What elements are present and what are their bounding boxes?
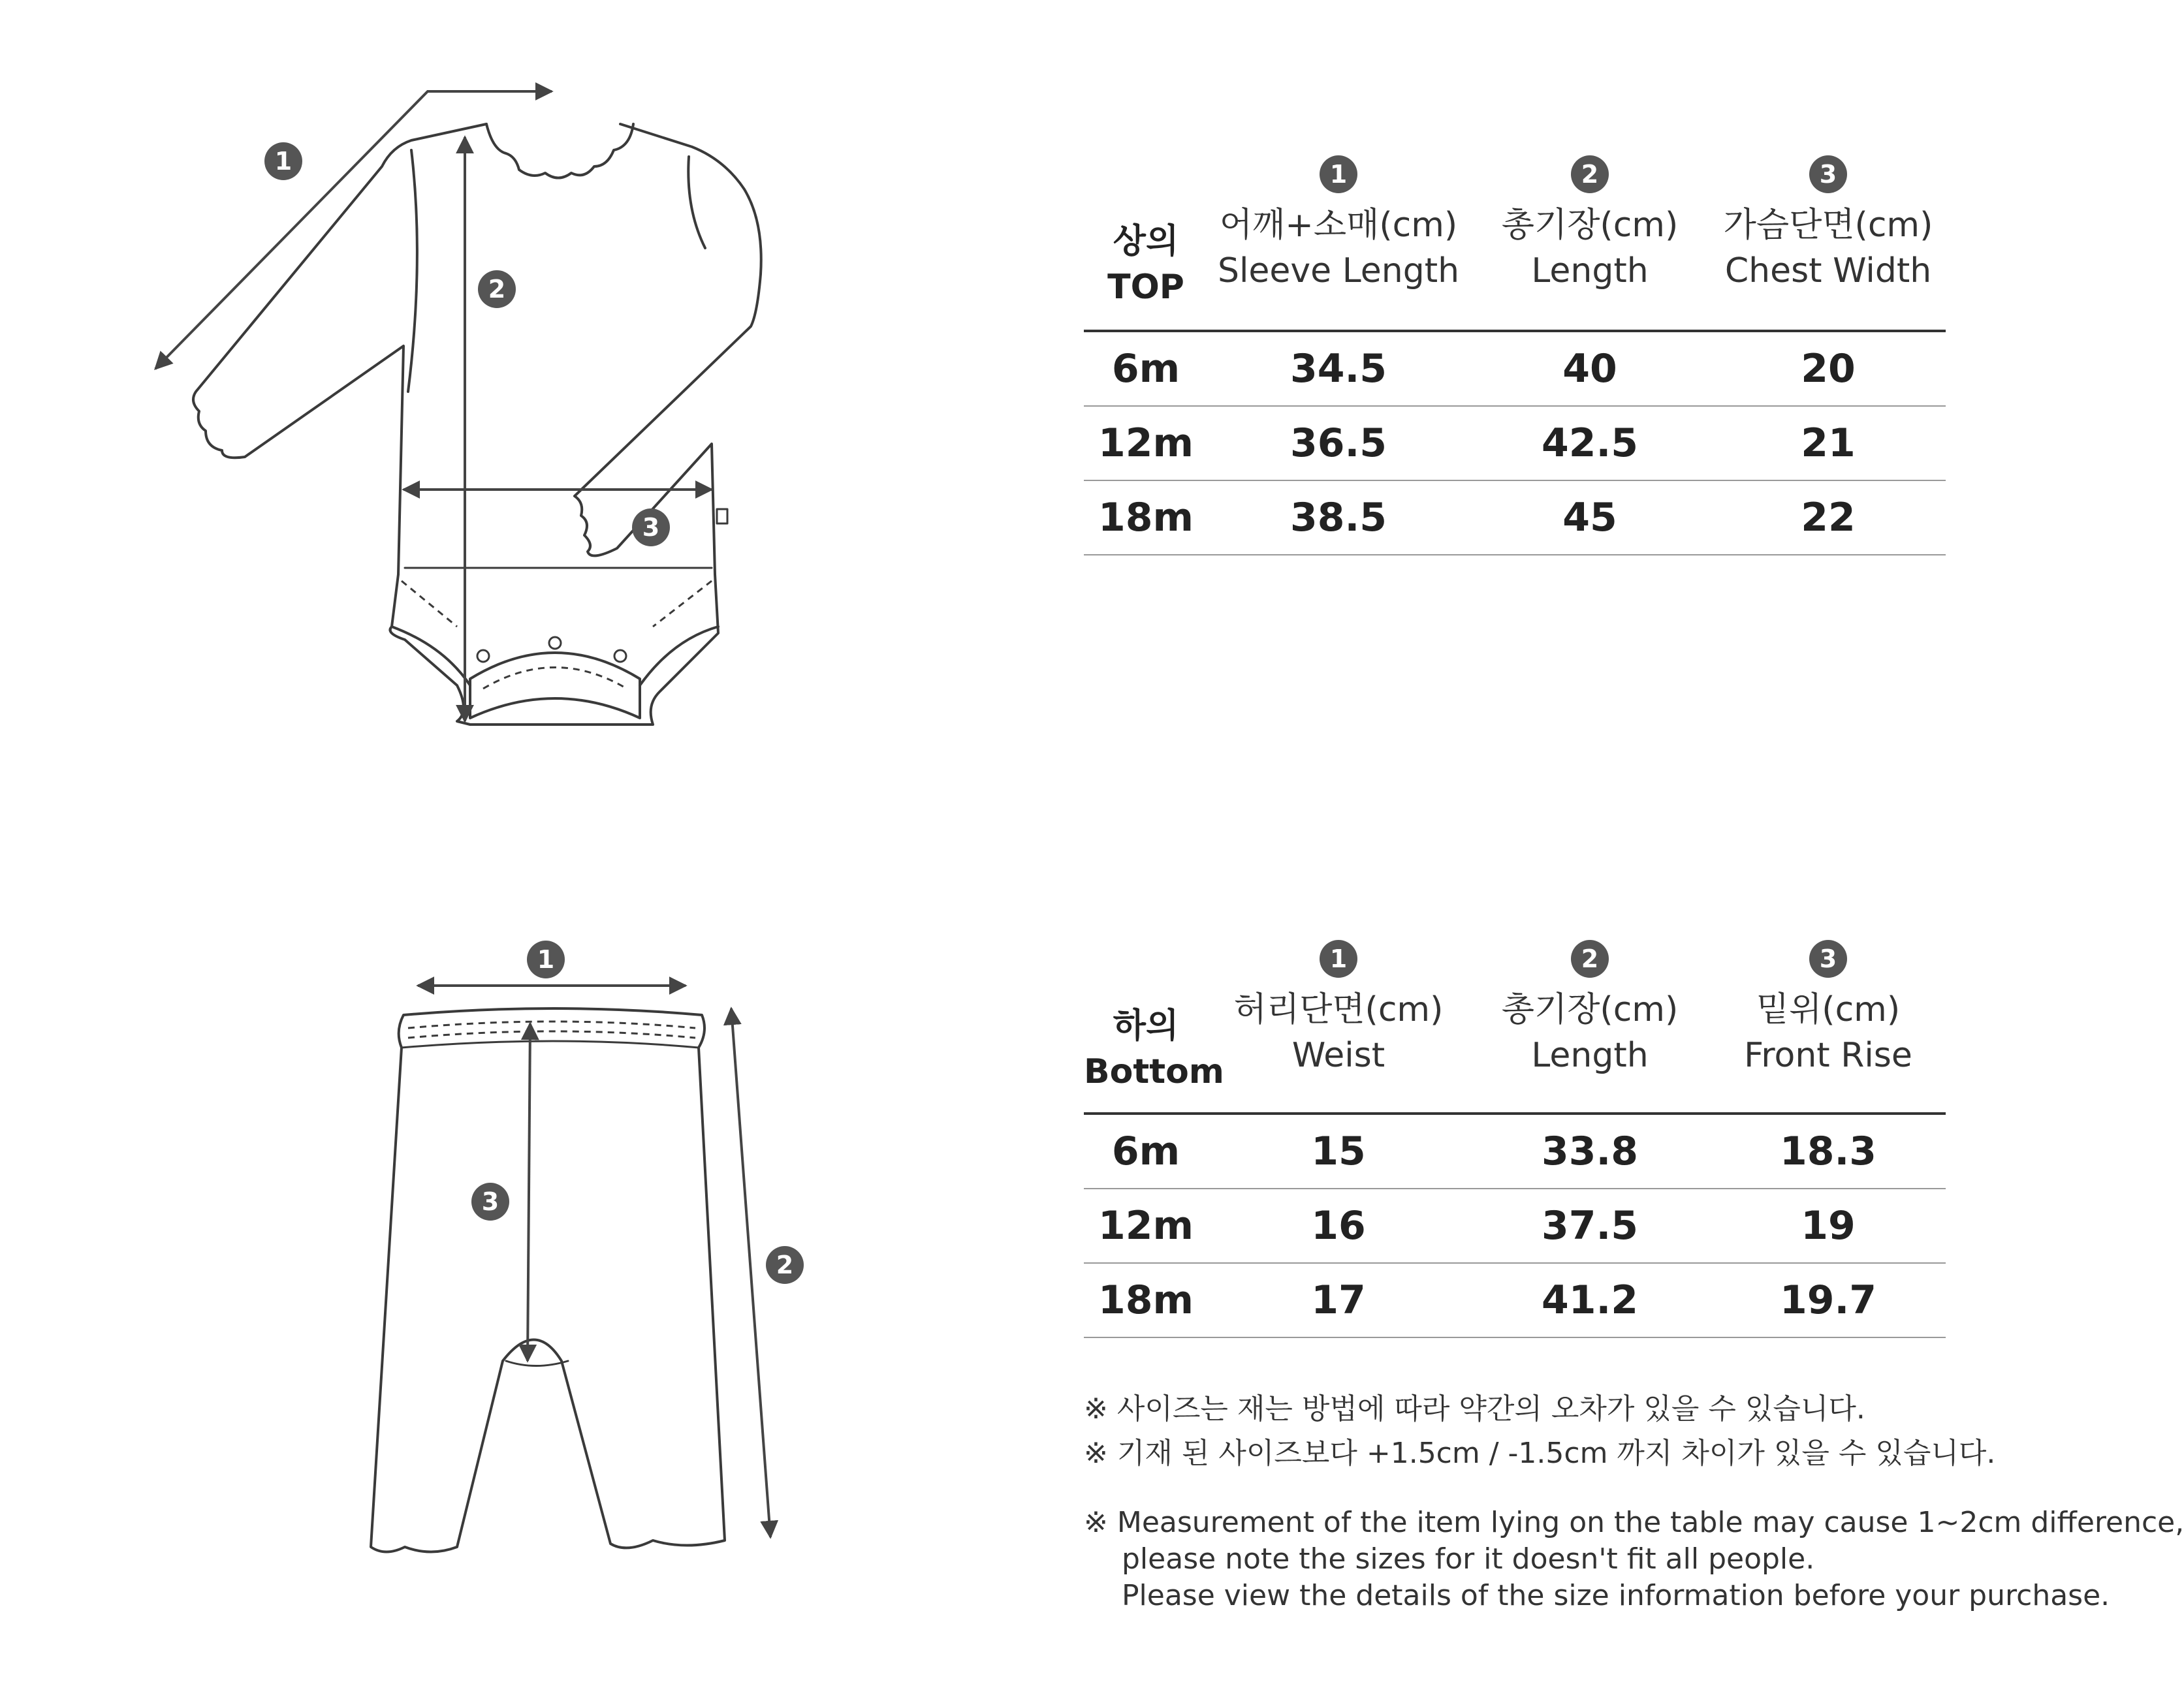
size-cell: 6m [1111, 1129, 1180, 1174]
value-cell: 34.5 [1290, 346, 1387, 392]
bottom-label-kr: 하의 [1113, 1007, 1179, 1046]
bottom-col-front-rise [1711, 940, 1946, 1078]
top-col-length [1469, 155, 1711, 294]
top-marker-1: 1 [264, 142, 302, 180]
top-label-en: TOP [1107, 268, 1184, 307]
bottom-table-header [1084, 922, 1946, 1117]
bottom-col-3-marker: 3 [1809, 940, 1847, 978]
bottom-col-1-marker: 1 [1320, 940, 1357, 978]
note-en-2: please note the sizes for it doesn't fit all people. [1122, 1542, 1815, 1576]
bottom-col-3-kr: 밑위(cm) [1756, 990, 1901, 1029]
bottom-col-length [1469, 940, 1711, 1078]
bottom-col-2-kr: 총기장(cm) [1501, 990, 1679, 1029]
value-cell: 40 [1562, 346, 1617, 392]
value-cell: 45 [1562, 495, 1617, 540]
value-cell: 33.8 [1541, 1129, 1639, 1174]
value-cell: 37.5 [1541, 1203, 1639, 1249]
value-cell: 16 [1311, 1203, 1366, 1249]
note-kr-1: ※ 사이즈는 재는 방법에 따라 약간의 오차가 있을 수 있습니다. [1084, 1392, 1865, 1426]
top-size-table [1084, 137, 1946, 540]
top-col-1-en: Sleeve Length [1217, 251, 1460, 290]
value-cell: 17 [1311, 1277, 1366, 1323]
value-cell: 22 [1801, 495, 1856, 540]
bottom-marker-3: 3 [471, 1183, 509, 1221]
table-row [1084, 332, 1946, 407]
bottom-col-2-marker: 2 [1571, 940, 1609, 978]
top-col-chest-width [1711, 155, 1946, 294]
top-marker-3: 3 [632, 508, 670, 546]
size-cell: 12m [1098, 1203, 1194, 1249]
bottom-col-3-en: Front Rise [1744, 1036, 1912, 1075]
top-label-kr: 상의 [1113, 222, 1179, 261]
value-cell: 19 [1801, 1203, 1856, 1249]
value-cell: 38.5 [1290, 495, 1387, 540]
table-row [1084, 1189, 1946, 1264]
note-en-1: ※ Measurement of the item lying on the table may cause 1~2cm difference, [1084, 1506, 2184, 1539]
bottom-col-waist [1208, 940, 1469, 1078]
top-table-header [1084, 137, 1946, 333]
note-en-3: Please view the details of the size information before your purchase. [1122, 1579, 2110, 1612]
table-row [1084, 1115, 1946, 1189]
value-cell: 42.5 [1541, 420, 1639, 466]
top-col-3-en: Chest Width [1724, 251, 1932, 290]
bottom-table-label [1084, 1003, 1224, 1095]
bottom-marker-1: 1 [527, 941, 565, 978]
size-cell: 18m [1098, 495, 1194, 540]
top-col-3-marker: 3 [1809, 155, 1847, 193]
size-notes [1084, 1387, 2184, 1614]
value-cell: 20 [1801, 346, 1856, 392]
note-kr-2: ※ 기재 된 사이즈보다 +1.5cm / -1.5cm 까지 차이가 있을 수 있습니다. [1084, 1437, 1996, 1470]
top-table-label [1084, 219, 1208, 310]
bottom-label-en: Bottom [1084, 1052, 1224, 1091]
top-marker-2: 2 [478, 270, 516, 308]
bottom-col-1-kr: 허리단면(cm) [1233, 990, 1444, 1029]
top-col-1-marker: 1 [1320, 155, 1357, 193]
bottom-col-2-en: Length [1531, 1036, 1649, 1075]
value-cell: 15 [1311, 1129, 1366, 1174]
top-col-2-kr: 총기장(cm) [1501, 206, 1679, 245]
bottom-size-table [1084, 922, 1946, 1323]
top-col-2-en: Length [1531, 251, 1649, 290]
value-cell: 19.7 [1779, 1277, 1877, 1323]
value-cell: 21 [1801, 420, 1856, 466]
pants-illustration [0, 0, 849, 1632]
table-row [1084, 481, 1946, 555]
value-cell: 41.2 [1541, 1277, 1639, 1323]
bottom-col-1-en: Weist [1291, 1036, 1385, 1075]
size-cell: 18m [1098, 1277, 1194, 1323]
value-cell: 36.5 [1290, 420, 1387, 466]
top-col-1-kr: 어깨+소매(cm) [1219, 206, 1458, 245]
top-col-2-marker: 2 [1571, 155, 1609, 193]
top-col-3-kr: 가슴단면(cm) [1723, 206, 1933, 245]
note-en-block [1084, 1505, 2184, 1614]
table-row [1084, 407, 1946, 481]
value-cell: 18.3 [1779, 1129, 1877, 1174]
table-row [1084, 1264, 1946, 1338]
top-col-sleeve-length [1208, 155, 1469, 294]
bottom-marker-2: 2 [766, 1246, 804, 1284]
size-cell: 12m [1098, 420, 1194, 466]
size-cell: 6m [1111, 346, 1180, 392]
